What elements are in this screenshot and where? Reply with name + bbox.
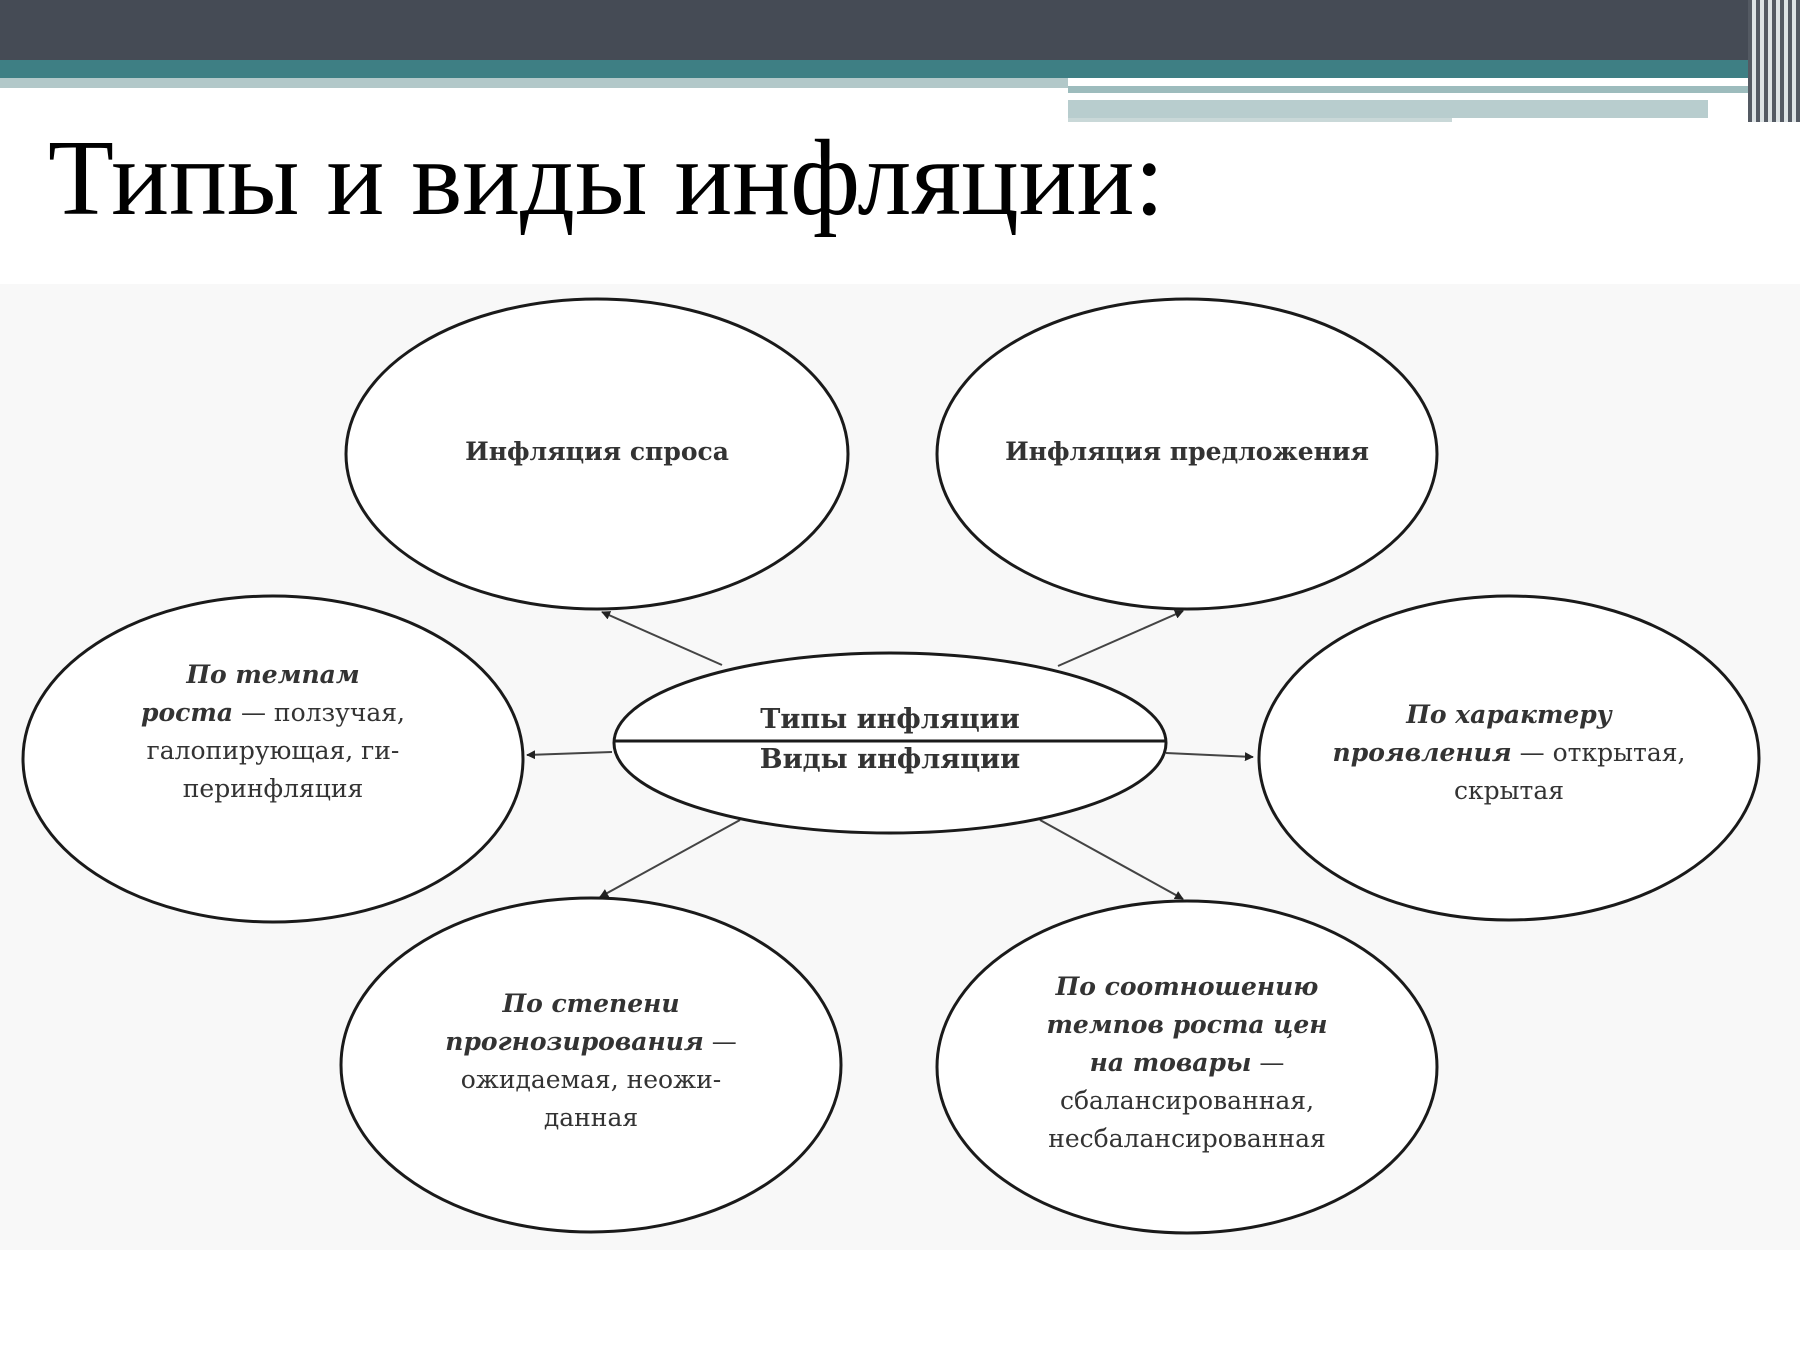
label-growth-rate: По темпам роста — ползучая, галопирующая, ги- перинфляция [140,660,406,803]
connector-growth-rate [527,752,612,755]
center-label-types: Типы инфляции [760,704,1020,735]
label-forecasting: По степени прогнозирования — ожидаемая, неожи- данная [445,989,737,1132]
slide-title: Типы и виды инфляции: [48,119,1165,238]
center-label-kinds: Виды инфляции [759,744,1021,775]
connector-manifestation [1166,753,1253,757]
label-manifestation: По характеру проявления — открытая, скрытая [1332,700,1686,805]
label-demand-inflation: Инфляция спроса [465,437,729,466]
connector-price-ratio [1040,820,1183,899]
label-price-ratio: По соотношению темпов роста цен на товары — сбалансированная, несбалансированная [1046,972,1328,1153]
connector-demand [602,612,722,665]
connector-forecasting [600,820,740,897]
center-node [614,653,1166,833]
label-supply-inflation: Инфляция предложения [1005,437,1369,466]
connector-supply [1058,611,1183,666]
